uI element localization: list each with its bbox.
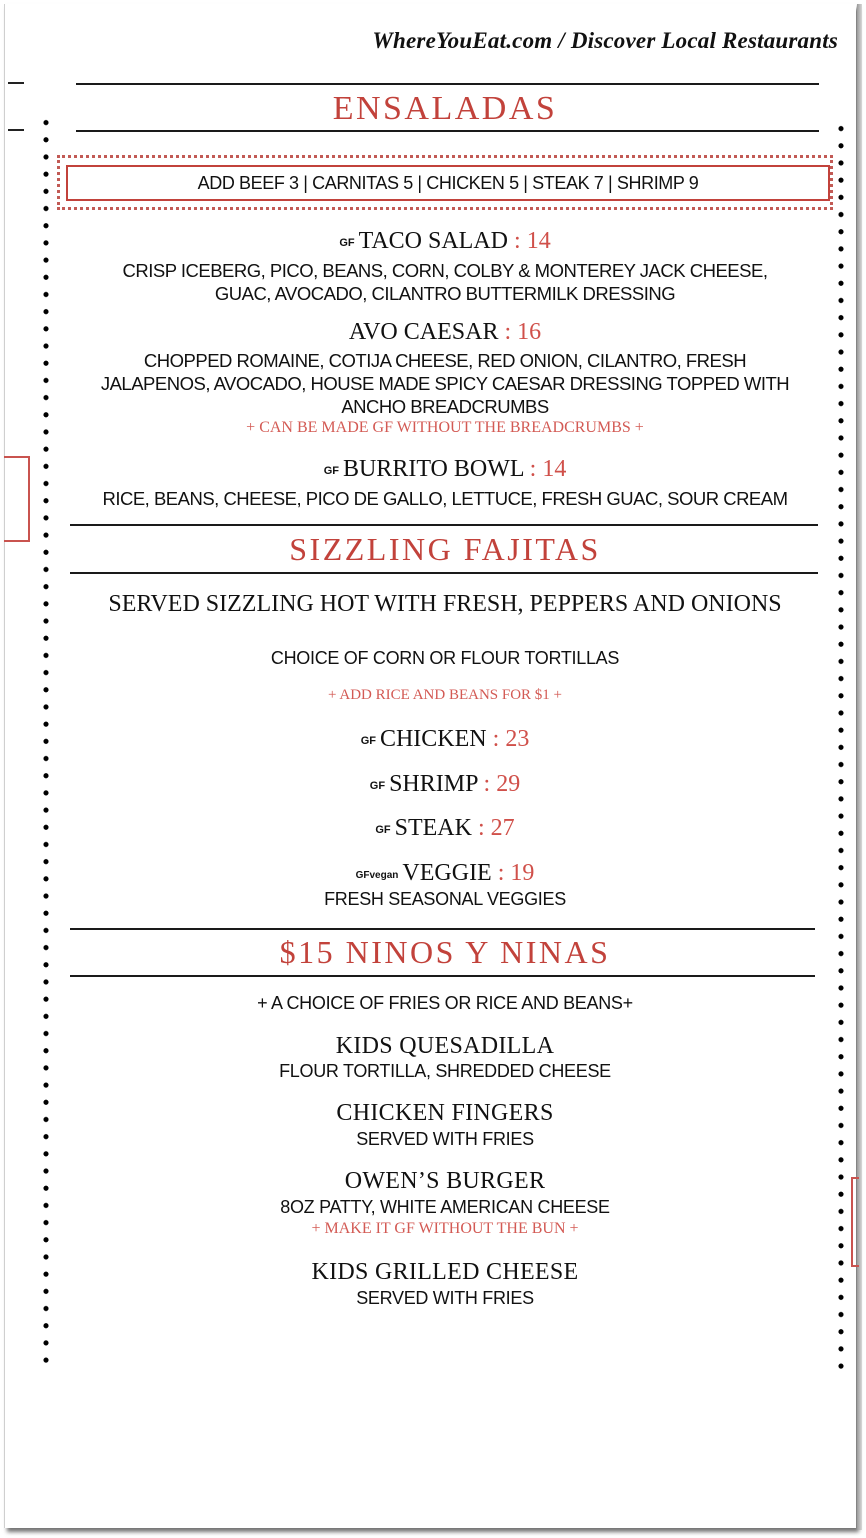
kids-item-description: FLOUR TORTILLA, SHREDDED CHEESE	[279, 1061, 611, 1081]
item-description: RICE, BEANS, CHEESE, PICO DE GALLO, LETTUCE, FRESH GUAC, SOUR CREAM	[102, 488, 788, 509]
addons-box	[66, 165, 830, 201]
item-description: CHOPPED ROMAINE, COTIJA CHEESE, RED ONION, CILANTRO, FRESH JALAPENOS, AVOCADO, HOUSE MADE SPICY CAESAR DRESSING TOPPED WITH ANCHO BREADCRUMBS	[100, 350, 790, 417]
menu-item-title	[60, 319, 830, 346]
price-separator: :	[523, 456, 543, 482]
edge-tick	[8, 82, 24, 84]
item-note: + CAN BE MADE GF WITHOUT THE BREADCRUMBS +	[246, 419, 644, 436]
gluten-free-badge: GF	[369, 780, 386, 792]
item-name: BURRITO BOWL	[342, 456, 524, 482]
item-price: 23	[505, 726, 530, 752]
item-name: CHICKEN	[379, 726, 487, 752]
edge-red-bracket-left	[4, 456, 30, 542]
menu-item-title	[60, 228, 830, 255]
item-price: 14	[526, 228, 551, 254]
price-separator: :	[471, 815, 491, 841]
item-name: AVO CAESAR	[348, 319, 499, 345]
binder-dots-right	[838, 120, 844, 1370]
item-description: CRISP ICEBERG, PICO, BEANS, CORN, COLBY & MONTEREY JACK CHEESE, GUAC, AVOCADO, CILANTRO BUTTERMILK DRESSING	[122, 260, 768, 304]
gluten-free-badge: GF	[339, 237, 355, 249]
item-price: 27	[490, 815, 515, 841]
edge-red-bracket-right	[851, 1177, 859, 1267]
kids-item-description: 8OZ PATTY, WHITE AMERICAN CHEESE	[280, 1197, 610, 1217]
price-separator: :	[486, 726, 506, 752]
page-edge-shadow	[857, 4, 862, 1530]
kids-item-name: KIDS GRILLED CHEESE	[311, 1259, 579, 1285]
addons-text: ADD BEEF 3 | CARNITAS 5 | CHICKEN 5 | STEAK 7 | SHRIMP 9	[197, 172, 699, 193]
kids-item-name: OWEN’S BURGER	[344, 1168, 546, 1194]
fajitas-intro: SERVED SIZZLING HOT WITH FRESH, PEPPERS AND ONIONS	[108, 591, 782, 617]
price-separator: :	[498, 319, 518, 345]
section-rule	[70, 975, 815, 977]
section-rule	[70, 928, 815, 930]
menu-item-title	[60, 860, 830, 887]
kids-item-name: CHICKEN FINGERS	[336, 1100, 554, 1126]
section-rule	[76, 83, 819, 85]
section-title-fajitas: SIZZLING FAJITAS	[289, 531, 601, 567]
item-price: 16	[517, 319, 542, 345]
kids-item-description: SERVED WITH FRIES	[356, 1288, 534, 1308]
menu-item-title	[60, 456, 830, 483]
item-price: 14	[542, 456, 567, 482]
kids-subtitle: + A CHOICE OF FRIES OR RICE AND BEANS+	[257, 993, 633, 1013]
menu-item-title	[60, 726, 830, 753]
fajitas-note: + ADD RICE AND BEANS FOR $1 +	[327, 687, 563, 703]
menu-item-title	[60, 771, 830, 798]
item-price: 29	[496, 771, 521, 797]
kids-item-description: SERVED WITH FRIES	[356, 1129, 534, 1149]
price-separator: :	[508, 228, 527, 254]
kids-item-note: + MAKE IT GF WITHOUT THE BUN +	[311, 1220, 579, 1237]
site-watermark: WhereYouEat.com / Discover Local Restaurants	[372, 28, 838, 53]
section-rule	[70, 524, 818, 526]
gluten-free-vegan-badge: GFvegan	[355, 870, 399, 881]
menu-item-title	[60, 815, 830, 842]
item-name: SHRIMP	[389, 771, 478, 797]
edge-tick	[8, 129, 24, 131]
section-title-kids: $15 NINOS Y NINAS	[279, 934, 611, 970]
section-rule	[76, 130, 819, 132]
section-title-ensaladas: ENSALADAS	[332, 90, 558, 127]
item-price: 19	[510, 860, 535, 886]
gluten-free-badge: GF	[360, 735, 376, 747]
fajitas-tortilla-choice: CHOICE OF CORN OR FLOUR TORTILLAS	[270, 648, 620, 668]
gluten-free-badge: GF	[375, 824, 391, 836]
price-separator: :	[491, 860, 511, 886]
item-description: FRESH SEASONAL VEGGIES	[324, 889, 566, 909]
gluten-free-badge: GF	[323, 465, 339, 477]
price-separator: :	[477, 771, 497, 797]
section-rule	[70, 572, 818, 574]
item-name: VEGGIE	[402, 860, 492, 886]
item-name: TACO SALAD	[358, 228, 509, 254]
item-name: STEAK	[394, 815, 472, 841]
kids-item-name: KIDS QUESADILLA	[335, 1033, 555, 1059]
binder-dots-left	[43, 114, 49, 1364]
